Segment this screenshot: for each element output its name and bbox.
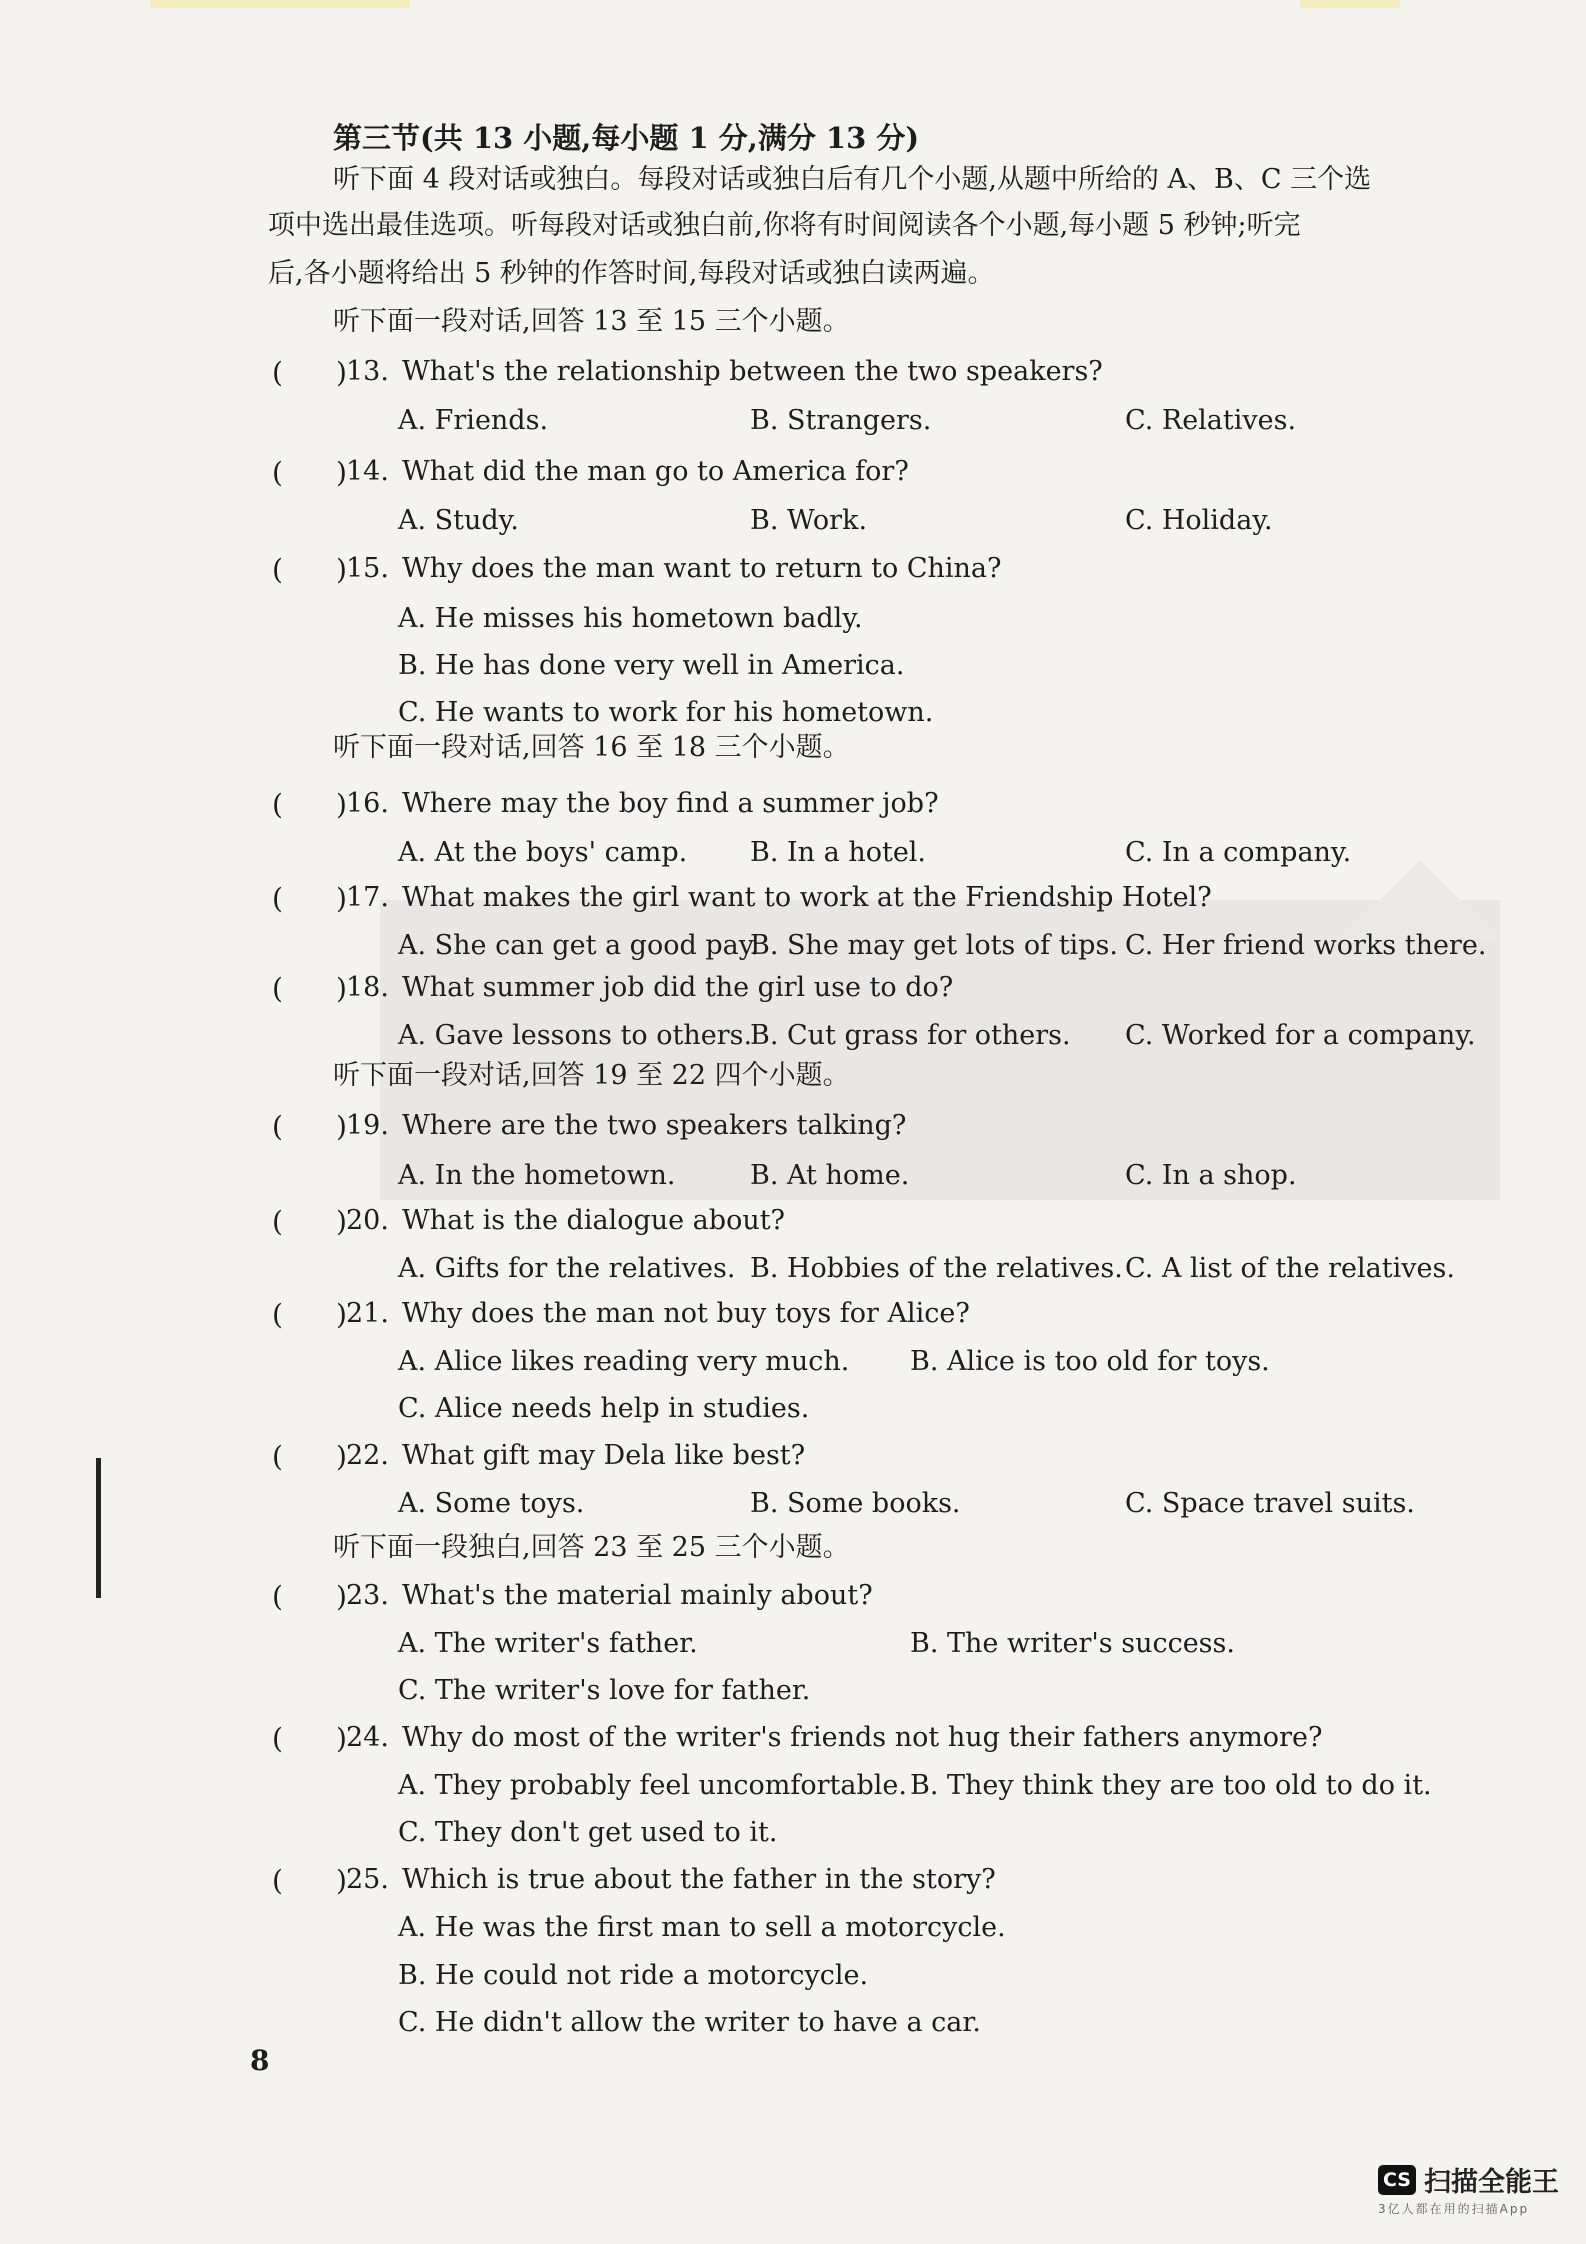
answer-option: A. In the hometown. xyxy=(398,1160,676,1191)
question-text: What makes the girl want to work at the Friendship Hotel? xyxy=(402,882,1212,913)
question-number: 23. xyxy=(346,1580,389,1611)
question-text: What gift may Dela like best? xyxy=(402,1440,806,1471)
question-number: 21. xyxy=(346,1298,389,1329)
answer-option: C. Holiday. xyxy=(1125,505,1273,536)
question-item xyxy=(0,1580,1586,1620)
answer-option: A. Study. xyxy=(398,505,519,536)
instruction-line-3: 后,各小题将给出 5 秒钟的作答时间,每段对话或独白读两遍。 xyxy=(268,258,995,289)
answer-option: C. Worked for a company. xyxy=(1125,1020,1476,1051)
question-text: Where are the two speakers talking? xyxy=(402,1110,907,1141)
question-item xyxy=(0,1440,1586,1480)
scanner-logo xyxy=(1378,2160,1559,2199)
answer-option: B. Work. xyxy=(750,505,868,536)
question-text: What is the dialogue about? xyxy=(402,1205,786,1236)
answer-paren-close: ) xyxy=(336,1580,347,1613)
answer-paren-close: ) xyxy=(336,788,347,821)
question-item xyxy=(0,1205,1586,1245)
answer-paren-open: ( xyxy=(272,882,283,915)
question-text: What's the relationship between the two speakers? xyxy=(402,356,1103,387)
group-intro: 听下面一段对话,回答 13 至 15 三个小题。 xyxy=(333,306,850,337)
answer-paren-close: ) xyxy=(336,1864,347,1897)
answer-option: A. She can get a good pay. xyxy=(398,930,759,961)
question-number: 18. xyxy=(346,972,389,1003)
answer-paren-open: ( xyxy=(272,1864,283,1897)
answer-paren-close: ) xyxy=(336,1205,347,1238)
answer-option: B. Alice is too old for toys. xyxy=(910,1346,1270,1377)
section-heading: 第三节(共 13 小题,每小题 1 分,满分 13 分) xyxy=(333,121,920,155)
question-number: 15. xyxy=(346,553,389,584)
answer-paren-open: ( xyxy=(272,1580,283,1613)
answer-paren-open: ( xyxy=(272,1440,283,1473)
answer-option: A. He was the first man to sell a motorcycle. xyxy=(398,1912,1006,1943)
answer-option: A. They probably feel uncomfortable. xyxy=(398,1770,907,1801)
answer-option: B. They think they are too old to do it. xyxy=(910,1770,1432,1801)
answer-paren-open: ( xyxy=(272,1110,283,1143)
answer-option: A. Friends. xyxy=(398,405,549,436)
answer-paren-close: ) xyxy=(336,553,347,586)
answer-paren-open: ( xyxy=(272,356,283,389)
answer-option: B. In a hotel. xyxy=(750,837,927,868)
answer-option: C. Her friend works there. xyxy=(1125,930,1487,961)
question-number: 25. xyxy=(346,1864,389,1895)
question-number: 19. xyxy=(346,1110,389,1141)
answer-option: A. At the boys' camp. xyxy=(398,837,688,868)
group-intro: 听下面一段对话,回答 19 至 22 四个小题。 xyxy=(333,1060,850,1091)
group-intro: 听下面一段独白,回答 23 至 25 三个小题。 xyxy=(333,1532,850,1563)
answer-option: B. Hobbies of the relatives. xyxy=(750,1253,1123,1284)
question-number: 14. xyxy=(346,456,389,487)
answer-paren-close: ) xyxy=(336,1440,347,1473)
question-item xyxy=(0,553,1586,593)
question-text: What's the material mainly about? xyxy=(402,1580,873,1611)
answer-paren-close: ) xyxy=(336,1110,347,1143)
answer-paren-open: ( xyxy=(272,972,283,1005)
answer-paren-open: ( xyxy=(272,1722,283,1755)
answer-paren-open: ( xyxy=(272,1205,283,1238)
answer-paren-close: ) xyxy=(336,882,347,915)
question-item xyxy=(0,972,1586,1012)
answer-option: C. In a company. xyxy=(1125,837,1352,868)
answer-paren-open: ( xyxy=(272,553,283,586)
question-text: What did the man go to America for? xyxy=(402,456,909,487)
answer-option: B. Strangers. xyxy=(750,405,932,436)
question-text: Why do most of the writer's friends not hug their fathers anymore? xyxy=(402,1722,1323,1753)
answer-option: C. He wants to work for his hometown. xyxy=(398,697,934,728)
question-number: 17. xyxy=(346,882,389,913)
answer-paren-close: ) xyxy=(336,972,347,1005)
answer-paren-open: ( xyxy=(272,1298,283,1331)
question-number: 22. xyxy=(346,1440,389,1471)
question-item xyxy=(0,356,1586,396)
question-item xyxy=(0,1110,1586,1150)
question-number: 13. xyxy=(346,356,389,387)
answer-option: A. He misses his hometown badly. xyxy=(398,603,863,634)
question-number: 24. xyxy=(346,1722,389,1753)
question-text: Where may the boy find a summer job? xyxy=(402,788,939,819)
answer-paren-close: ) xyxy=(336,1722,347,1755)
answer-option: B. At home. xyxy=(750,1160,910,1191)
question-number: 16. xyxy=(346,788,389,819)
answer-option: A. Gifts for the relatives. xyxy=(398,1253,736,1284)
answer-option: C. Alice needs help in studies. xyxy=(398,1393,810,1424)
answer-paren-close: ) xyxy=(336,456,347,489)
answer-option: B. He could not ride a motorcycle. xyxy=(398,1960,869,1991)
answer-option: A. Gave lessons to others. xyxy=(398,1020,753,1051)
answer-option: A. Alice likes reading very much. xyxy=(398,1346,850,1377)
question-text: Why does the man want to return to China? xyxy=(402,553,1002,584)
answer-option: B. Cut grass for others. xyxy=(750,1020,1071,1051)
answer-option: B. She may get lots of tips. xyxy=(750,930,1118,961)
answer-option: C. In a shop. xyxy=(1125,1160,1297,1191)
answer-paren-close: ) xyxy=(336,1298,347,1331)
answer-option: A. The writer's father. xyxy=(398,1628,698,1659)
scanner-tagline: 3亿人都在用的扫描App xyxy=(1378,2202,1530,2216)
question-item xyxy=(0,1864,1586,1904)
question-number: 20. xyxy=(346,1205,389,1236)
question-text: Which is true about the father in the story? xyxy=(402,1864,996,1895)
answer-option: C. Space travel suits. xyxy=(1125,1488,1415,1519)
question-item xyxy=(0,1722,1586,1762)
answer-option: C. Relatives. xyxy=(1125,405,1297,436)
question-text: What summer job did the girl use to do? xyxy=(402,972,954,1003)
page-number: 8 xyxy=(250,2044,270,2077)
top-stain-right xyxy=(1300,0,1400,8)
question-text: Why does the man not buy toys for Alice? xyxy=(402,1298,970,1329)
top-stain-left xyxy=(150,0,410,8)
answer-option: C. He didn't allow the writer to have a car. xyxy=(398,2007,981,2038)
scanner-name: 扫描全能王 xyxy=(1424,2167,1559,2198)
answer-option: B. Some books. xyxy=(750,1488,961,1519)
answer-option: C. A list of the relatives. xyxy=(1125,1253,1455,1284)
question-item xyxy=(0,456,1586,496)
question-item xyxy=(0,1298,1586,1338)
answer-paren-open: ( xyxy=(272,788,283,821)
answer-option: C. The writer's love for father. xyxy=(398,1675,811,1706)
instruction-line-1: 听下面 4 段对话或独白。每段对话或独白后有几个小题,从题中所给的 A、B、C 三个选 xyxy=(333,164,1372,195)
answer-paren-close: ) xyxy=(336,356,347,389)
answer-option: B. He has done very well in America. xyxy=(398,650,905,681)
answer-option: B. The writer's success. xyxy=(910,1628,1235,1659)
question-item xyxy=(0,882,1586,922)
question-item xyxy=(0,788,1586,828)
answer-paren-open: ( xyxy=(272,456,283,489)
answer-option: C. They don't get used to it. xyxy=(398,1817,778,1848)
instruction-line-2: 项中选出最佳选项。听每段对话或独白前,你将有时间阅读各个小题,每小题 5 秒钟;听完 xyxy=(268,210,1301,241)
cs-badge: CS xyxy=(1378,2165,1416,2195)
answer-option: A. Some toys. xyxy=(398,1488,585,1519)
group-intro: 听下面一段对话,回答 16 至 18 三个小题。 xyxy=(333,732,850,763)
